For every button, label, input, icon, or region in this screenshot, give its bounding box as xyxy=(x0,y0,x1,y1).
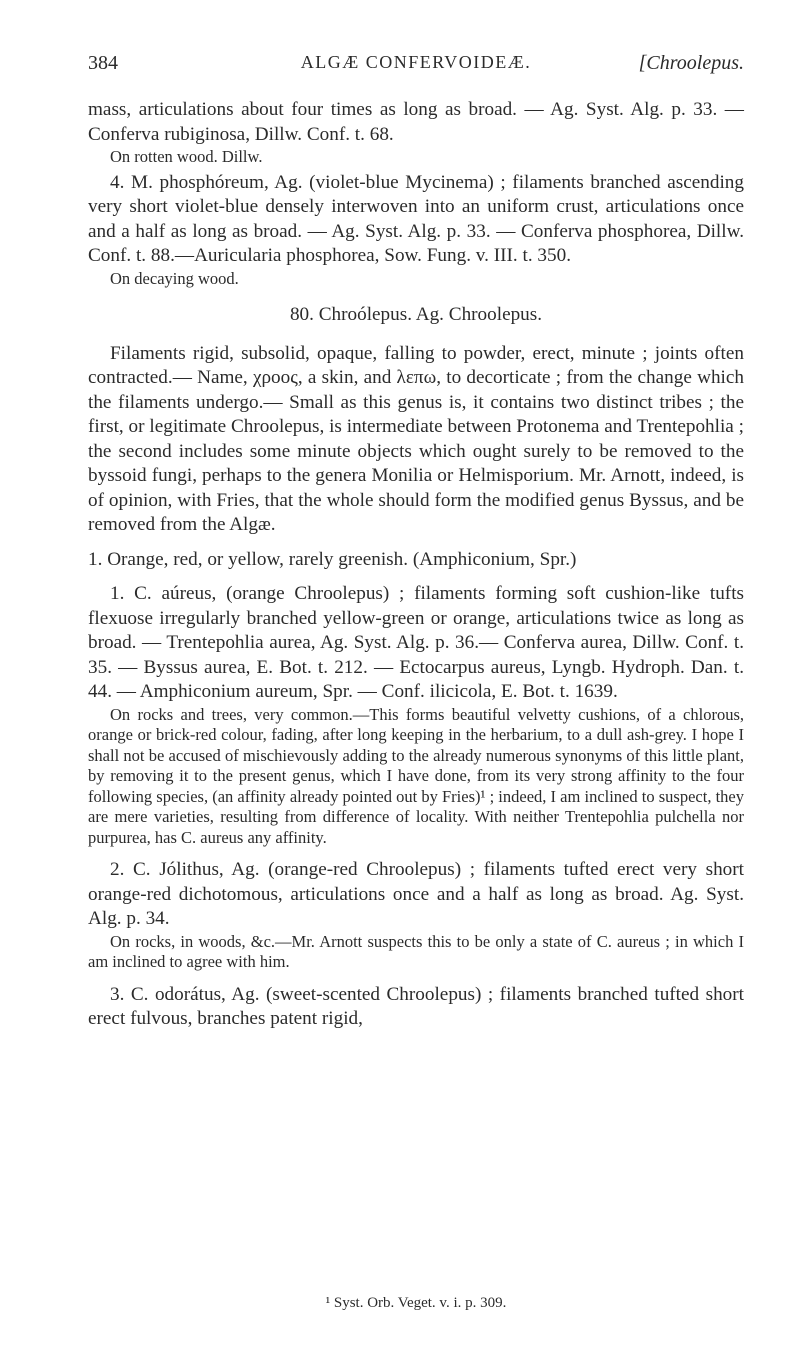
section-heading: 1. Orange, red, or yellow, rarely greenish. (Amphiconium, Spr.) xyxy=(88,548,577,570)
habitat-note: On decaying wood. xyxy=(110,268,239,288)
paragraph-continued-description: mass, articulations about four times as long as broad. — Ag. Syst. Alg. p. 33. — Conferva rubiginosa, Dillw. Conf. t. 68. xyxy=(88,99,744,145)
book-page xyxy=(88,0,744,1358)
running-title: ALGÆ CONFERVOIDEÆ. xyxy=(300,52,532,72)
footnote: ¹ Syst. Orb. Veget. v. i. p. 309. xyxy=(325,1295,507,1311)
genus-heading: 80. Chroólepus. Ag. Chroolepus. xyxy=(289,304,543,325)
species-entry: 1. C. aúreus, (orange Chroolepus) ; filaments forming soft cushion-like tufts flexuose irregularly branched yellow-green or orange, articulations twice as long as broad. — Trentepohlia aurea, Ag. Syst. Alg. p. 36.— Conferva aurea, Dillw. Conf. t. 35. — Byssus aurea, E. Bot. t. 212. — Ectocarpus aureus, Lyngb. Hydroph. Dan. t. 44. — Amphiconium aureum, Spr. — Conf. ilicicola, E. Bot. t. 1639. xyxy=(88,583,744,702)
habitat-note: On rocks, in woods, &c.—Mr. Arnott suspects this to be only a state of C. aureus ; in which I am inclined to agree with him. xyxy=(88,931,744,971)
genus-description: Filaments rigid, subsolid, opaque, falling to powder, erect, minute ; joints often contracted.— Name, χροος, a skin, and λεπω, to decorticate ; from the change which the filaments undergo.— Small as this genus is, it contains two distinct tribes ; the first, or legitimate Chroolepus, is intermediate between Protonema and Trentepohlia ; the second includes some minute objects which ought surely to be removed to the byssoid fungi, perhaps to the genera Monilia or Helmisporium. Mr. Arnott, indeed, is of opinion, with Fries, that the whole should form the modified genus Byssus, and be removed from the Algæ. xyxy=(88,342,744,535)
habitat-note: On rotten wood. Dillw. xyxy=(110,147,263,166)
species-entry: 3. C. odorátus, Ag. (sweet-scented Chroolepus) ; filaments branched tufted short erect fulvous, branches patent rigid, xyxy=(88,983,744,1029)
species-entry: 2. C. Jólithus, Ag. (orange-red Chroolepus) ; filaments tufted erect very short orange-red dichotomous, articulations once and a half as long as broad. Ag. Syst. Alg. p. 34. xyxy=(88,859,744,929)
header-genus: [Chroolepus. xyxy=(638,52,744,74)
page-body xyxy=(88,98,744,1032)
habitat-note: On rocks and trees, very common.—This forms beautiful velvetty cushions, of a chlorous, orange or brick-red colour, fading, after long keeping in the herbarium, to a dull ash-grey. I hope I shall not be accused of mischievously adding to the already numerous synonyms of this little plant, by removing it to the present genus, which I have done, from its very strong affinity to the four following species, (an affinity already pointed out by Fries)¹ ; indeed, I am inclined to suspect, they are mere varieties, resulting from difference of locality. With neither Trentepohlia pulchella nor purpurea, has C. aureus any affinity. xyxy=(88,704,744,847)
page-header xyxy=(88,52,744,86)
species-entry: 4. M. phosphóreum, Ag. (violet-blue Mycinema) ; filaments branched ascending very short violet-blue densely interwoven into an uniform crust, articulations once and a half as long as broad. — Ag. Syst. Alg. p. 33. — Conferva phosphorea, Dillw. Conf. t. 88.—Auricularia phosphorea, Sow. Fung. v. III. t. 350. xyxy=(88,171,744,266)
page-number: 384 xyxy=(88,52,118,74)
